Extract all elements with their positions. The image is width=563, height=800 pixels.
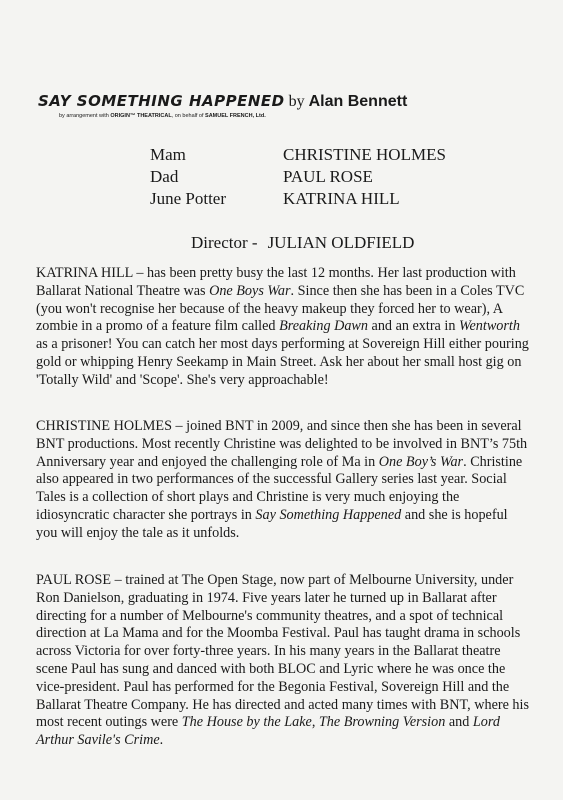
bio-text: KATRINA HILL – has been pretty busy the last 12 months. Her last production with Ballarat National Theatre was	[36, 265, 516, 299]
bio-katrina-hill	[36, 265, 530, 390]
arrangement-company-1: ORIGIN™ THEATRICAL	[110, 113, 172, 119]
cast-role: Mam	[150, 145, 186, 164]
by-word: by	[288, 93, 305, 110]
bio-title: The Browning Version	[318, 714, 446, 731]
cast-row	[150, 166, 446, 188]
bio-text: CHRISTINE HOLMES – joined BNT in 2009, and since then she has been in several BNT productions. Most recently Christine was delighted to be involved in BNT’s 75th Anniversary year and enjoyed the challenging role of Ma in	[36, 418, 528, 470]
bio-title: Lord Arthur Savile's Crime	[36, 714, 500, 749]
bio-title: The House by the Lake	[181, 714, 312, 731]
arrangement-company-2: SAMUEL FRENCH, Ltd.	[205, 113, 266, 119]
cast-row	[150, 144, 446, 166]
bio-text: as a prisoner! You can catch her most days performing at Sovereign Hill either pouring gold or whipping Henry Seekamp in Main Street. Ask her about her small host gig on 'Totally Wild' and 'Scope'. She's very approachable!	[36, 336, 529, 388]
cast-role: June Potter	[150, 189, 227, 208]
bio-christine-holmes	[36, 418, 530, 543]
title-line	[38, 92, 407, 111]
cast-actor: KATRINA HILL	[283, 189, 400, 208]
bio-text: PAUL ROSE – trained at The Open Stage, now part of Melbourne University, under Ron Danielson, graduating in 1974. Five years later he turned up in Ballarat after directing for a number of Melbourne's community theatres, and a spot of technical direction at La Mama and for the Moomba Festival. Paul has taught drama in schools across Victoria for over forty-three years. In his many years in the Ballarat theatre scene Paul has sung and danced with both BLOC and Lyric where he was once the vice-president. Paul has performed for the Begonia Festival, Sovereign Hill and the Ballarat Theatre Company. He has directed and acted many times with BNT, where his most recent outings were	[36, 572, 529, 731]
cast-role: Dad	[150, 167, 179, 186]
bio-paul-rose	[36, 572, 530, 750]
bio-title: Say Something Happened	[255, 506, 402, 523]
cast-actor: CHRISTINE HOLMES	[283, 145, 446, 164]
arrangement-credit	[59, 113, 266, 119]
bio-title: One Boy’s War	[378, 453, 464, 470]
bio-text: . Since then she has been in a Coles TVC (you won't recognise her because of the heavy makeup they forced her to wear), A zombie in a promo of a feature film called	[36, 282, 525, 335]
bio-text: .	[159, 732, 164, 749]
arrangement-prefix: by arrangement with	[59, 113, 109, 119]
arrangement-middle: , on behalf of	[171, 113, 204, 119]
bio-title: One Boys War	[209, 282, 291, 299]
director-label: Director -	[191, 233, 258, 252]
author-name: Alan Bennett	[308, 93, 408, 110]
bio-text: and an extra in	[367, 318, 459, 335]
bio-text: . Christine also appeared in two performances of the successful Gallery series last year. Social Tales is a collection of short plays and Christine is very much enjoying the idiosyncratic character she portrays in	[36, 453, 523, 523]
bio-title: Breaking Dawn	[279, 318, 368, 335]
play-title: SAY SOMETHING HAPPENED	[38, 92, 285, 110]
cast-list	[150, 144, 446, 210]
bio-text: ,	[311, 714, 319, 731]
director-name: JULIAN OLDFIELD	[267, 233, 415, 252]
cast-actor: PAUL ROSE	[283, 167, 373, 186]
director-credit	[191, 233, 414, 253]
bio-text: and	[445, 714, 473, 731]
cast-row	[150, 188, 446, 210]
bio-title: Wentworth	[458, 318, 520, 335]
bio-text: and she is hopeful you will enjoy the tale as it unfolds.	[36, 506, 508, 541]
